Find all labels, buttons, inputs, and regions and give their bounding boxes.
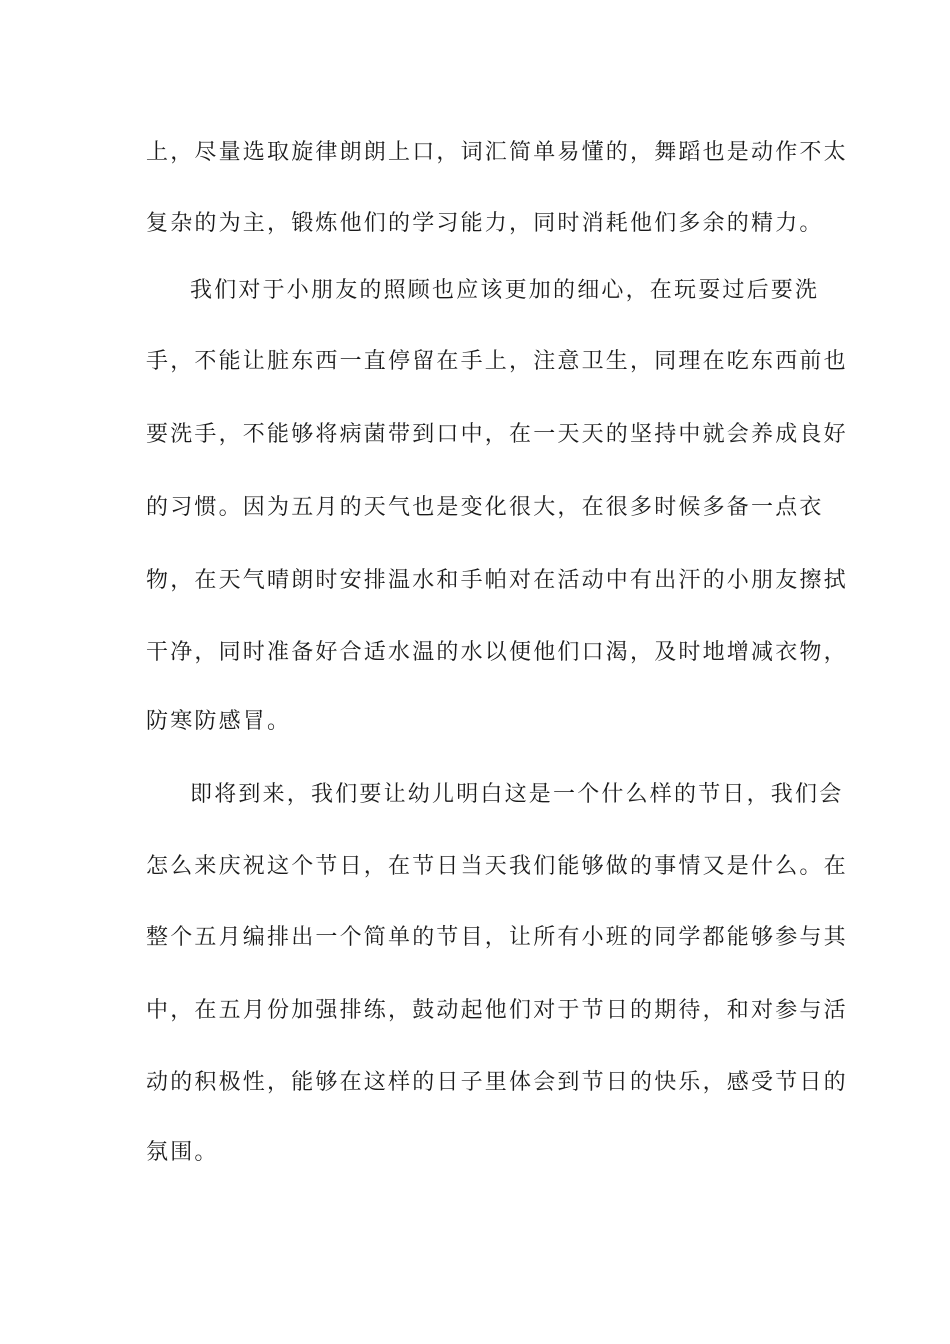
text-line: 防寒防感冒。 xyxy=(146,709,292,734)
text-line: 怎么来庆祝这个节日，在节日当天我们能够做的事情又是什么。在 xyxy=(146,854,848,879)
text-line: 动的积极性，能够在这样的日子里体会到节日的快乐，感受节日的 xyxy=(146,1070,848,1095)
text-line: 要洗手，不能够将病菌带到口中，在一天天的坚持中就会养成良好 xyxy=(146,422,848,447)
text-line: 复杂的为主，锻炼他们的学习能力，同时消耗他们多余的精力。 xyxy=(146,211,824,236)
text-line: 干净，同时准备好合适水温的水以便他们口渴，及时地增减衣物， xyxy=(146,640,848,665)
text-line: 氛围。 xyxy=(146,1140,219,1165)
text-line: 整个五月编排出一个简单的节目，让所有小班的同学都能够参与其 xyxy=(146,925,848,950)
text-line: 物，在天气晴朗时安排温水和手帕对在活动中有出汗的小朋友擦拭 xyxy=(146,568,848,593)
text-line: 中，在五月份加强排练，鼓动起他们对于节日的期待，和对参与活 xyxy=(146,998,848,1023)
text-line: 手，不能让脏东西一直停留在手上，注意卫生，同理在吃东西前也 xyxy=(146,349,848,374)
text-line: 的习惯。因为五月的天气也是变化很大，在很多时候多备一点衣 xyxy=(146,495,824,520)
paragraph-start-line: 即将到来，我们要让幼儿明白这是一个什么样的节日，我们会 xyxy=(190,782,844,807)
paragraph-start-line: 我们对于小朋友的照顾也应该更加的细心，在玩耍过后要洗 xyxy=(190,278,820,303)
text-line: 上，尽量选取旋律朗朗上口，词汇简单易懂的，舞蹈也是动作不太 xyxy=(146,140,848,165)
